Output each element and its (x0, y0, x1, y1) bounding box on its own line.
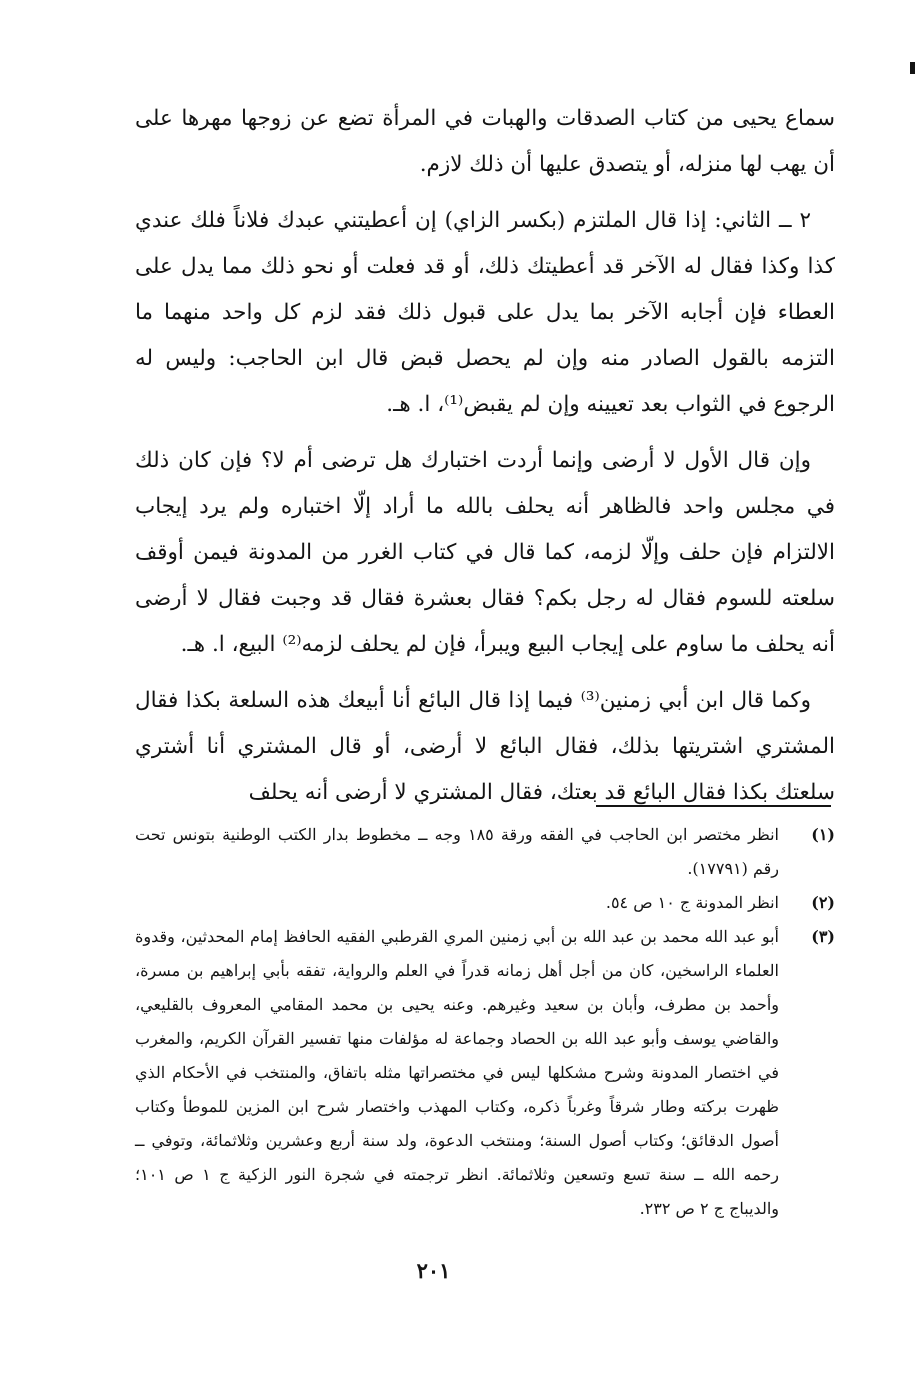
footnote-number: (٣) (811, 927, 835, 946)
footnote-number: (٢) (811, 893, 835, 912)
paragraph-2: ٢ ــ الثاني: إذا قال الملتزم (بكسر الزاي) إن أعطيتني عبدك فلاناً فلك عندي كذا وكذا فقال له الآخر قد أعطيتك ذلك، أو قد فعلت أو نحو ذلك مما يدل على العطاء فإن أجابه الآخر بما يدل على قبول ذلك فقد لزم كل واحد منهما ما التزمه بالقول الصادر منه وإن لم يحصل قبض قال ابن الحاجب: وليس له الرجوع في الثواب بعد تعيينه وإن لم يقبض⁽¹⁾، ا. هـ. (135, 208, 835, 417)
page-edge-mark (910, 62, 915, 74)
footnote-text: أبو عبد الله محمد بن عبد الله بن أبي زمنين المري القرطبي الفقيه الحافظ إمام المحدثين، وقدوة العلماء الراسخين، كان من أجل أهل زمانه قدراً في العلم والرواية، تفقه بأبي إبراهيم بن مسرة، وأحمد بن مطرف، وأبان بن سعيد وغيرهم. وعنه يحيى بن محمد المقامي المعروف بالقليعي، والقاضي يوسف وأبو عبد الله بن الحصاد وجماعة له مؤلفات منها تفسير القرآن الكريم، والمغرب في اختصار المدونة وشرح مشكلها ليس في مختصراتها مثله باتفاق، والمنتخب في الأحكام الذي ظهرت بركته وطار شرقاً وغرباً ذكره، وكتاب المهذب واختصار شرح ابن المزين للموطأ وكتاب أصول الدقائق؛ وكتاب أصول السنة؛ ومنتخب الدعوة، ولد سنة أربع وعشرين وثلاثمائة، وتوفي ــ رحمه الله ــ سنة تسع وتسعين وثلاثمائة. انظر ترجمته في شجرة النور الزكية ج ١ ص ١٠١؛ والديباج ج ٢ ص ٢٣٢. (135, 927, 780, 1218)
footnote-text: انظر مختصر ابن الحاجب في الفقه ورقة ١٨٥ وجه ــ مخطوط بدار الكتب الوطنية بتونس تحت رقم (١٧٧٩١). (135, 825, 779, 878)
paragraph-4: وكما قال ابن أبي زمنين⁽³⁾ فيما إذا قال البائع أنا أبيعك هذه السلعة بكذا فقال المشتري اشتريتها بذلك، فقال البائع لا أرضى، أو قال المشتري أنا أشتري سلعتك بكذا فقال البائع قد بعتك، فقال المشتري لا أرضى أنه يحلف (135, 688, 835, 805)
footnote-2 (135, 886, 835, 920)
footnote-number: (١) (811, 825, 835, 844)
footnote-3 (135, 920, 835, 1226)
footnotes-section (135, 818, 835, 1226)
page-number-text: ٢٠١ (416, 1258, 451, 1283)
footnote-1 (135, 818, 835, 886)
footnote-text: انظر المدونة ج ١٠ ص ٥٤. (605, 893, 779, 912)
paragraph-1: سماع يحيى من كتاب الصدقات والهبات في المرأة تضع عن زوجها مهرها على أن يهب لها منزله، أو يتصدق عليها أن ذلك لازم. (135, 106, 835, 177)
main-text-body (135, 96, 835, 826)
paragraph-3: وإن قال الأول لا أرضى وإنما أردت اختبارك هل ترضى أم لا؟ فإن كان ذلك في مجلس واحد فالظاهر أنه يحلف بالله ما أراد إلّا اختباره ولم يرد إيجاب الالتزام فإن حلف وإلّا لزمه، كما قال في كتاب الغرر من المدونة فيمن أوقف سلعته للسوم فقال له رجل بكم؟ فقال بعشرة فقال قد وجبت فقال لا أرضى أنه يحلف ما ساوم على إيجاب البيع ويبرأ، فإن لم يحلف لزمه⁽²⁾ البيع، ا. هـ. (135, 448, 835, 657)
page-number (0, 1258, 915, 1283)
footnote-separator (596, 805, 831, 807)
